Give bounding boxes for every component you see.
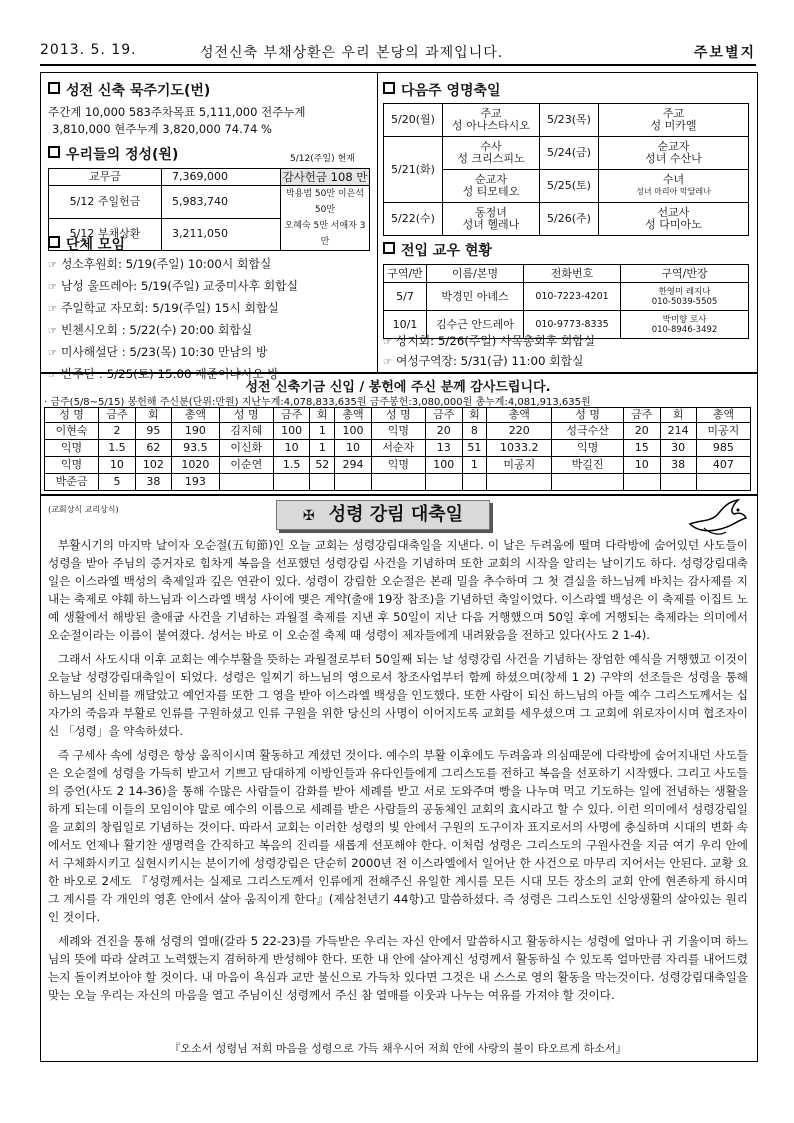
table-row: 익명 10 102 1020 이순연 1.5 52 294 익명 100 1 미공지 박길진 10 38 407 xyxy=(45,457,751,474)
prayer-line1: 주간계 10,000 583주차목표 5,111,000 전주누계 xyxy=(48,105,306,119)
thanks-detail: 박용범 50만 이은석50만 오혜숙 5만 서애자 3만 xyxy=(281,186,370,251)
hand-pointer-icon: ☞ xyxy=(48,370,57,381)
fund-table: 성 명 금주 회 총액 성 명 금주 회 총액 성 명 금주 회 총액 성 명 금주 회 총액 이현숙 2 95 190 김지혜 100 1 100 익명 20 8 220 성극수산 20 214 미공지 익명 1.5 62 93.5 이신화 10 1 10 서순자 13 51 1033.2 익명 15 30 985 익명 10 102 1020 이순연 1.5 52 294 익명 100 1 미공지 박길진 10 38 407 박준금 5 38 193 xyxy=(44,407,751,491)
closing-prayer: 『오소서 성령님 저희 마음을 성령으로 가득 채우시어 저희 안에 사랑의 불이 타오르게 하소서』 xyxy=(169,1042,627,1055)
paragraph: 그래서 사도시대 이후 교회는 예수부활을 뜻하는 과월절로부터 50일째 되는 날 성령강림 사건을 기념하는 장엄한 예식을 거행했고 이것이 오늘날 성령강림대축일이 되었다. 성령은 일찌기 하느님의 영으로서 창조사업부터 함께 하셨으며(창세 1 2) 구약의 선조들은 성령을 통해 하느님의 신비를 깨달았고 예언자를 또한 그 영을 받아 이스라엘 백성을 인도했다. 또한 사람이 되신 하느님의 아들 예수 그리스도께서는 십자가의 죽음과 부활로 인류를 구원하셨고 인류 구원을 위한 당신의 사명이 이어지도록 교회를 세우셨으며 그 교회에 위로자이시며 협조자이신 「성령」을 약속하셨다. xyxy=(48,652,748,738)
feast-table: 5/20(월) 주교 성 아나스타시오 5/23(목) 주교 성 미카엘 5/21(화) 수사 성 크리스피노 5/24(금) 순교자 성녀 수산나 순교자 성 티모테오 5/25(토) 수녀 성녀 마리아 막달레나 5/22(수) 동정녀 성녀 헬레나 5/26(주) 선교사 성 다미아노 xyxy=(383,103,749,236)
prayer-line2: 3,810,000 현주누계 3,820,000 74.74 % xyxy=(52,122,272,136)
transfer-notes xyxy=(383,332,595,372)
header-title: 성전신축 부채상환은 우리 본당의 과제입니다. xyxy=(200,45,504,61)
list-item: ☞ 상지회: 5/26(주일) 사목총회후 회합실 xyxy=(383,334,596,348)
list-item: ☞ 남성 울뜨레아: 5/19(주일) 교중미사후 회합실 xyxy=(48,279,298,293)
hand-pointer-icon: ☞ xyxy=(383,337,392,348)
dove-icon xyxy=(686,498,748,540)
hand-pointer-icon: ☞ xyxy=(48,326,57,337)
paragraph: 즉 구세사 속에 성령은 항상 움직이시며 활동하고 계셨던 것이다. 예수의 부활 이후에도 두려움과 의심때문에 다락방에 숨어지내던 사도들은 오순절에 성령을 가득히 받고서 기쁘고 담대하게 이방인들과 유다인들에게 그리스도를 전하고 복음을 선포하기 시작했다. 그리고 사도들의 증언(사도 2 14-36)을 통해 수많은 사람들이 감화를 받아 세례를 받고 서로 도와주며 빵을 나누며 먹고 기도하는 일에 전념하는 생활을 하게 되는데 이들의 모임이야 말로 예수의 이름으로 세례를 받은 사람들의 공동체인 교회의 효시라고 할 수 있다. 이런 의미에서 성령강림일을 교회의 창립일로 기념하는 것이다. 따라서 교회는 이러한 성령의 빛 안에서 구원의 도구이자 표지로서의 사명에 충실하며 시대의 변화 속에서도 언제나 활기찬 생명력을 간직하고 복음의 진리를 새롭게 선포해야 한다. 이처럼 성령은 그리스도의 구원사건을 지금 여기 우리 안에서 구체화시키고 실현시키시는 분이기에 성령강림은 단순히 2000년 전 이스라엘에서 일어난 한 사건으로 마무리 지어서는 안된다. 교황 요한 바오로 2세도 『성령께서는 실제로 그리스도께서 인류에게 전해주신 유일한 계시를 모든 시대 모든 장소의 교회 안에 현존하게 하시며 그 계시를 각 개인의 영혼 안에서 살아 움직이게 한다』(제삼천년기 44항)고 말씀하셨다. 즉 성령은 그리스도인 신앙생활의 살아있는 원리인 것이다. xyxy=(48,748,748,924)
table-row: 이현숙 2 95 190 김지혜 100 1 100 익명 20 8 220 성극수산 20 214 미공지 xyxy=(45,423,751,440)
groups-title: 단체 모임 xyxy=(48,234,125,254)
paragraph: 부활시기의 마지막 날이자 오순절(五旬節)인 오늘 교회는 성령강림대축일을 지낸다. 이 날은 두려움에 떨며 다락방에 숨어있던 사도들이 성령을 받아 주님의 증거자로 힘차게 복음을 선포했던 성령강림 사건을 기념하며 또한 교회의 시작을 알리는 날이기도 하다. 성령강림대축일은 이스라엘 백성의 축제일과 깊은 연관이 있다. 성령이 강림한 오순절은 본래 밀을 추수하며 그 첫 결실을 하느님께 바치는 감사제를 지내는 축제로 야훼 하느님과 이스라엘 백성 사이에 맺은 계약(출애 19장 참조)을 기념하던 축일이었다. 이스라엘 백성은 이 축제를 이집트 노예 생활에서 해방된 출애굽 사건을 기념하는 과월절 축제를 지낸 후 50일이 지난 다음 거행했으며 50일 후에 거행되는 축제라는 의미에서 오순절이라는 이름이 붙여졌다. 성서는 바로 이 오순절 축제 때 성령이 제자들에게 내려왔음을 전하고 있다(사도 2 1-4). xyxy=(48,538,748,642)
cross-icon: ✠ xyxy=(303,508,315,524)
hand-pointer-icon: ☞ xyxy=(48,304,57,315)
table-row: 박준금 5 38 193 xyxy=(45,474,751,491)
article-body xyxy=(48,536,748,1010)
transfer-title: 전입 교우 현황 xyxy=(383,240,492,260)
list-item: ☞ 반주단 : 5/25(토) 15:00 제준이냐시오 방 xyxy=(48,367,279,381)
thanks-offering: 감사헌금 108 만 xyxy=(281,169,370,186)
page-header xyxy=(40,40,756,62)
list-item: ☞ 빈첸시오회 : 5/22(수) 20:00 회합실 xyxy=(48,323,253,337)
feast-title: 다음주 영명축일 xyxy=(383,80,501,100)
header-rule xyxy=(40,64,756,66)
offering-table: 교무금 7,369,000 감사헌금 108 만 5/12 주일헌금 5,983,740 박용범 50만 이은석50만 오혜숙 5만 서애자 3만 5/12 부채상환 3,211,050 xyxy=(48,168,370,251)
offering-note: 5/12(주일) 현재 xyxy=(290,154,355,164)
list-item: ☞ 성소후원회: 5/19(주일) 10:00시 회합실 xyxy=(48,257,272,271)
header-label: 주보별지 xyxy=(693,45,756,61)
square-bullet-icon xyxy=(383,82,395,94)
list-item: ☞ 여성구역장: 5/31(금) 11:00 회합실 xyxy=(383,354,584,368)
paragraph: 세례와 견진을 통해 성령의 열매(갈라 5 22-23)를 가득받은 우리는 자신 안에서 말씀하시고 활동하시는 성령에 얼마나 귀 기울이며 하느님의 뜻에 따라 살려고 노력했는지 겸허하게 반성해야 한다. 또한 내 안에 살아계신 성령께서 활동하실 수 있도록 얼마만큼 자리를 내어드렸는지 돌이켜보아야 할 것이다. 내 마음이 욕심과 교만 불신으로 가득차 있다면 그것은 내 스스로 영의 활동을 막는것이다. 성령강림대축일을 맞는 오늘 우리는 자신의 마음을 열고 주님이신 성령께서 주신 참 열매를 이웃과 나누는 여유를 가져야 할 것이다. xyxy=(48,934,748,1002)
list-item: ☞ 미사해설단 : 5/23(목) 10:30 만남의 방 xyxy=(48,345,268,359)
square-bullet-icon xyxy=(48,82,60,94)
groups-list xyxy=(48,254,298,386)
fund-summary: · 금주(5/8~5/15) 봉헌해 주신분(단위:만원) 지난누계:4,078,833,635원 금주봉헌:3,080,000원 총누계:4,081,913,635원 xyxy=(44,397,591,408)
column-divider xyxy=(377,72,378,372)
list-item: ☞ 주일학교 자모회: 5/19(주일) 15시 회합실 xyxy=(48,301,279,315)
square-bullet-icon xyxy=(383,242,395,254)
article-title-banner: ✠ 성령 강림 대축일 xyxy=(276,500,490,530)
square-bullet-icon xyxy=(48,146,60,158)
hand-pointer-icon: ☞ xyxy=(383,357,392,368)
hand-pointer-icon: ☞ xyxy=(48,282,57,293)
transfer-table: 구역/반 이름/본명 전화번호 구역/반장 5/7 박경민 아녜스 010-7223-4201 한영미 레지나 010-5039-5505 10/1 김수근 안드레아 010-9773-8335 박미향 로사 010-8946-3492 xyxy=(383,264,749,339)
hand-pointer-icon: ☞ xyxy=(48,348,57,359)
square-bullet-icon xyxy=(48,236,60,248)
prayer-title: 성전 신축 묵주기도(번) xyxy=(48,80,210,100)
article-tag: (교회상식 교리상식) xyxy=(48,505,119,514)
fund-title: 성전 신축기금 신입 / 봉헌에 주신 분께 감사드립니다. xyxy=(245,380,551,395)
table-row: 익명 1.5 62 93.5 이신화 10 1 10 서순자 13 51 1033.2 익명 15 30 985 xyxy=(45,440,751,457)
offering-title: 우리들의 정성(원) xyxy=(48,144,178,164)
issue-date: 2013. 5. 19. xyxy=(40,42,137,58)
hand-pointer-icon: ☞ xyxy=(48,260,57,271)
